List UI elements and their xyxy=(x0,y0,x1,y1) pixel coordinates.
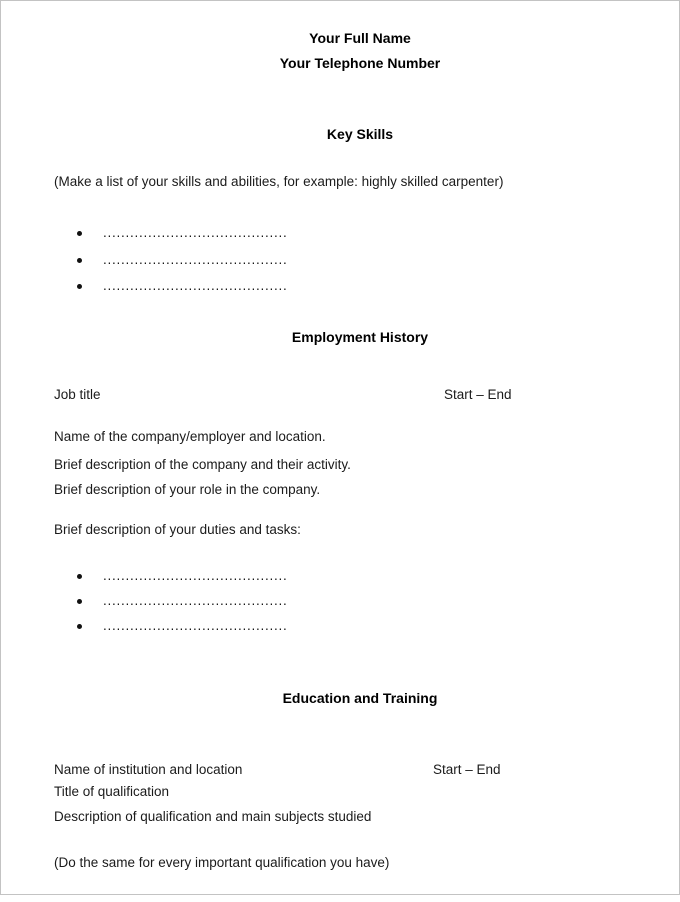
dotted-fill-line: ......................................... xyxy=(103,568,288,583)
key-skills-bullet-item xyxy=(77,225,288,241)
dotted-fill-line: ......................................... xyxy=(103,225,288,240)
bullet-dot-icon xyxy=(77,599,82,604)
institution-label: Name of institution and location xyxy=(54,762,243,777)
key-skills-bullet-item xyxy=(77,278,288,294)
education-section-heading: Education and Training xyxy=(282,690,438,706)
role-description-line: Brief description of your role in the company. xyxy=(54,482,321,497)
education-date-range-label: Start – End xyxy=(433,762,501,777)
duties-bullet-item xyxy=(77,568,288,584)
bullet-dot-icon xyxy=(77,231,82,236)
employment-date-range-label: Start – End xyxy=(444,387,512,402)
key-skills-bullet-item xyxy=(77,252,288,268)
dotted-fill-line: ......................................... xyxy=(103,252,288,267)
company-name-line: Name of the company/employer and location. xyxy=(54,429,326,444)
full-name-heading: Your Full Name xyxy=(309,30,411,46)
job-title-label: Job title xyxy=(54,387,101,402)
key-skills-section-heading: Key Skills xyxy=(326,126,394,142)
key-skills-note: (Make a list of your skills and abilities, for example: highly skilled carpenter) xyxy=(54,174,504,189)
dotted-fill-line: ......................................... xyxy=(103,278,288,293)
company-activity-line: Brief description of the company and their activity. xyxy=(54,457,351,472)
dotted-fill-line: ......................................... xyxy=(103,593,288,608)
employment-history-section-heading: Employment History xyxy=(291,329,429,345)
duties-bullet-item xyxy=(77,593,288,609)
education-note: (Do the same for every important qualification you have) xyxy=(54,855,390,870)
dotted-fill-line: ......................................... xyxy=(103,618,288,633)
qualification-description-line: Description of qualification and main subjects studied xyxy=(54,809,372,824)
bullet-dot-icon xyxy=(77,624,82,629)
qualification-title-line: Title of qualification xyxy=(54,784,170,799)
bullet-dot-icon xyxy=(77,574,82,579)
duties-intro-line: Brief description of your duties and tasks: xyxy=(54,522,301,537)
duties-bullet-item xyxy=(77,618,288,634)
telephone-heading: Your Telephone Number xyxy=(279,55,441,71)
bullet-dot-icon xyxy=(77,258,82,263)
bullet-dot-icon xyxy=(77,284,82,289)
